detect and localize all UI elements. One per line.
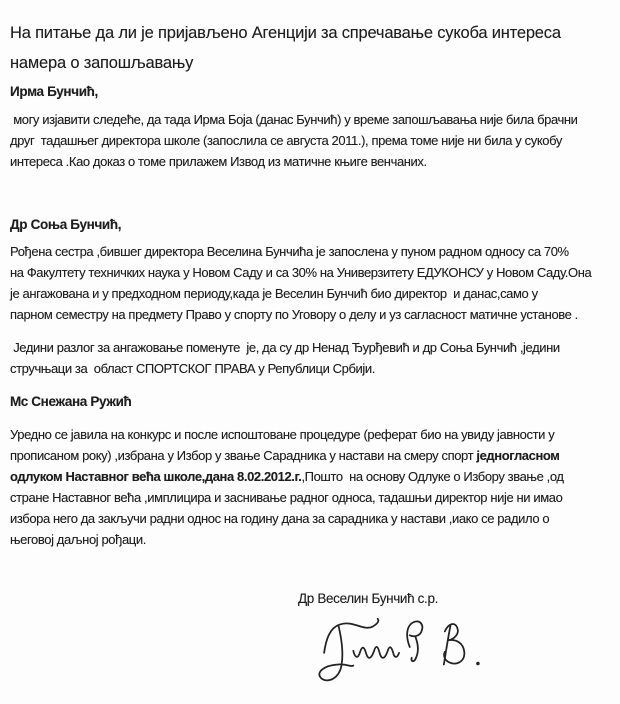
signature-stroke	[324, 619, 378, 653]
statement-heading-sonja-buncic: Др Соња Бунчић,	[10, 217, 122, 232]
handwritten-signature	[306, 610, 496, 684]
signatory-typed-name: Др Веселин Бунчић с.р.	[298, 591, 439, 606]
statement-sonja-paragraph-2	[10, 337, 608, 379]
paragraph-line: Рођена сестра ,бившег директора Веселина Бунчића је запослена у пуном радном односу са 70%	[10, 244, 569, 259]
paragraph-line: Уредно се јавила на конкурс и после испоштоване процедуре (реферат био на увиду јавности у	[10, 427, 555, 442]
paragraph-line: Једини разлог за ангажовање поменуте је, да су др Ненад Ђурђевић и др Соња Бунчић ,једини	[10, 340, 560, 355]
paragraph-line: парном семестру на предмету Право у спорту по Уговору о делу и уз сагласност матичне установе .	[10, 307, 578, 322]
paragraph-line: могу изјавити следеће, да тада Ирма Боја (данас Бунчић) у време запошљавања није била брачни	[10, 112, 578, 127]
text-run-bold: једногласном	[476, 448, 560, 463]
statement-sonja-paragraph-1	[10, 241, 608, 325]
paragraph-line: на Факултету техничких наука у Новом Саду и са 30% на Универзитету ЕДУКОНСУ у Новом Саду.Она	[10, 265, 592, 280]
paragraph-line: стручњаци за област СПОРТСКОГ ПРАВА у Републици Србији.	[10, 361, 375, 376]
signature-stroke	[407, 621, 422, 661]
statement-heading-snezana-ruzic: Мс Снежана Ружић	[10, 394, 132, 409]
paragraph-line: избора него да закључи радни однос на годину дана за сарадника у настави ,иако се радило о	[10, 511, 550, 526]
scanned-document-page	[0, 18, 620, 704]
paragraph-line: његовој даљној рођаци.	[10, 532, 146, 547]
document-title	[10, 18, 608, 78]
paragraph-line	[10, 445, 608, 466]
statement-irma-paragraph	[10, 109, 608, 172]
signature-stroke	[444, 624, 465, 664]
statement-heading-irma-buncic: Ирма Бунчић,	[10, 84, 98, 99]
paragraph-line	[10, 466, 608, 487]
paragraph-line: стране Наставног већа ,имплицира и заснивање радног односа, тадашњи директор није ни имао	[10, 490, 563, 505]
text-run-bold: одлуком Наставног већа школе,дана 8.02.2012.г.	[10, 469, 302, 484]
title-line-1: На питање да ли је пријављено Агенцији за спречавање сукоба интереса	[10, 24, 561, 42]
signature-stroke	[353, 647, 399, 658]
paragraph-line: друг тадашњег директора школе (запослила се августа 2011.), према томе није ни била у сукобу	[10, 133, 562, 148]
paragraph-line: интереса .Као доказ о томе прилажем Извод из матичне књиге венчаних.	[10, 154, 427, 169]
paragraph-line: је ангажована и у предходном периоду,када је Веселин Бунчић био директор и данас,само у	[10, 286, 538, 301]
text-run-normal: ,Пошто на основу Одлуке о Избору звање ,од	[301, 469, 564, 484]
statement-snezana-paragraph	[10, 424, 608, 550]
title-line-2: намера о запошљавању	[10, 54, 194, 72]
text-run-normal: прописаном року) ,избрана у Избор у звање Сарадника у настави на смеру спорт	[10, 448, 477, 463]
signature-period	[476, 662, 480, 666]
